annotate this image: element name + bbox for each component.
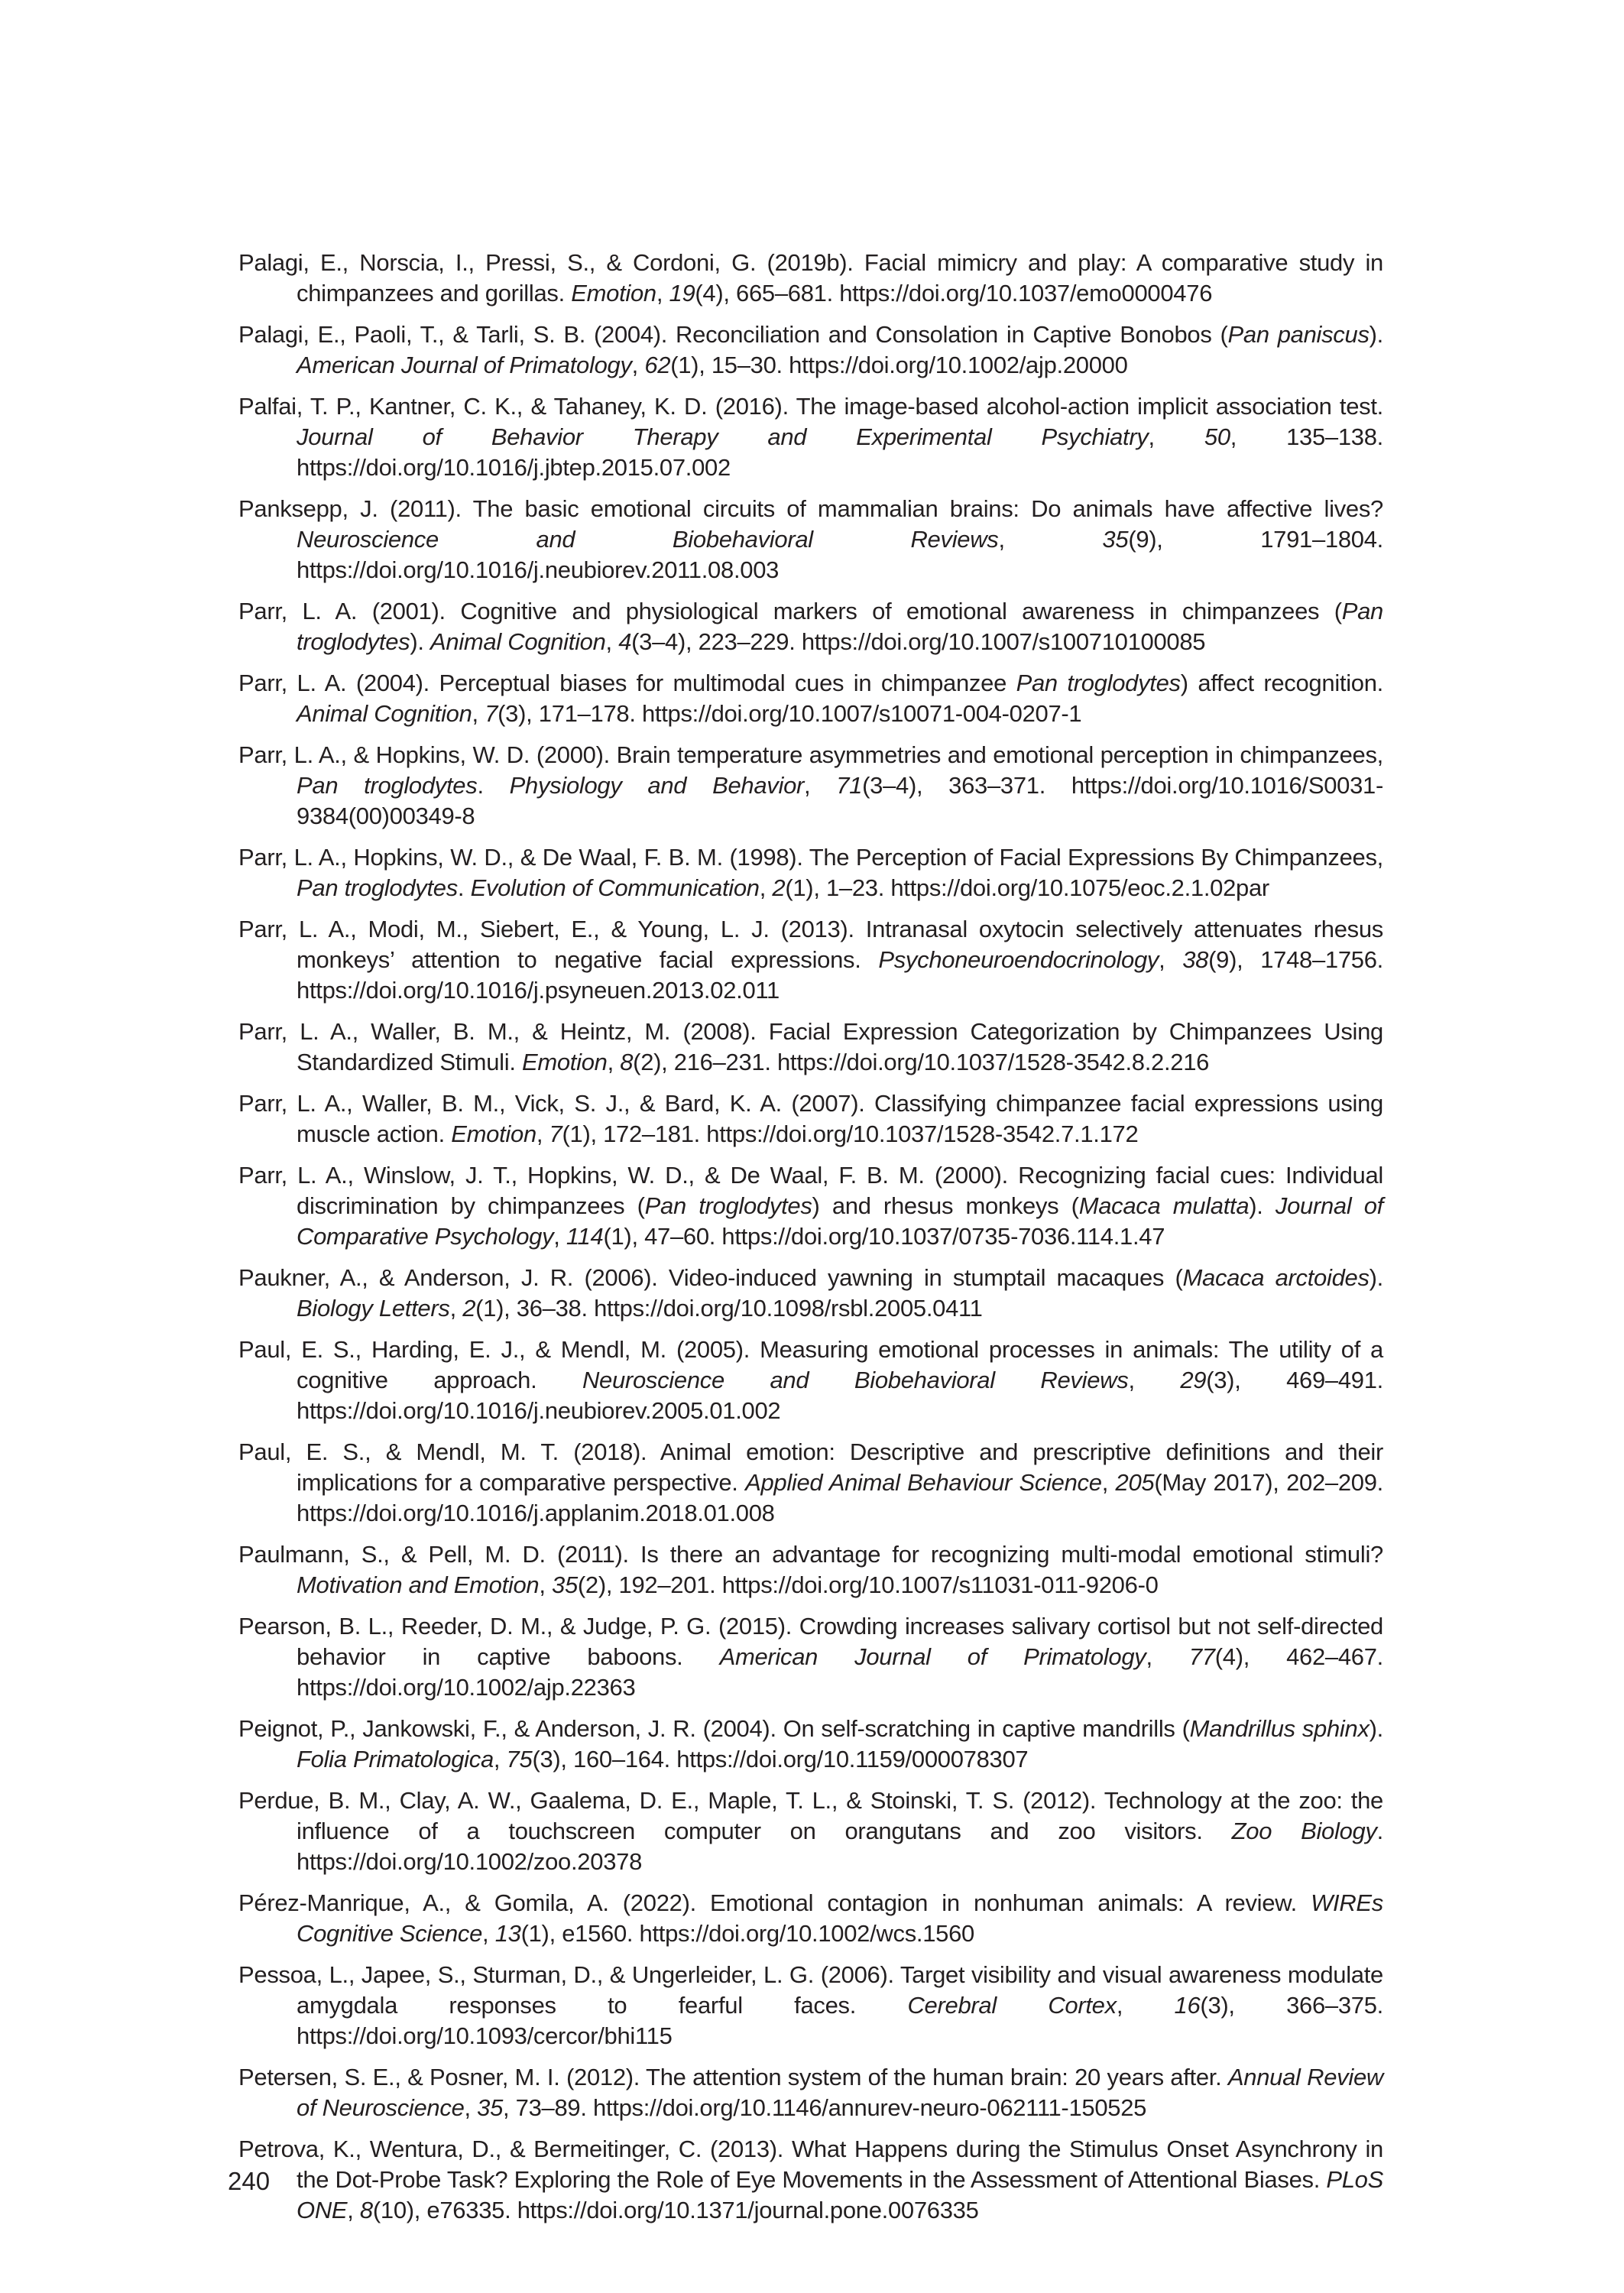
reference-italic-text: PLoS ONE — [297, 2166, 1383, 2223]
reference-text: , — [449, 1295, 463, 1322]
reference-text: , — [1116, 1992, 1175, 2019]
reference-text: (1), 1–23. https://doi.org/10.1075/eoc.2.1.02par — [785, 874, 1269, 901]
reference-entry — [238, 494, 1383, 585]
reference-italic-text: Physiology and Behavior — [509, 772, 805, 799]
reference-italic-text: Emotion — [571, 280, 656, 306]
reference-text: , — [1101, 1469, 1116, 1496]
page-number: 240 — [228, 2167, 271, 2195]
reference-text: ). — [1369, 321, 1383, 348]
reference-italic-text: 4 — [618, 628, 632, 655]
reference-text: . https://doi.org/10.1002/zoo.20378 — [297, 1818, 1383, 1875]
reference-text: , 135–138. https://doi.org/10.1016/j.jbtep.2015.07.002 — [297, 423, 1383, 481]
reference-italic-text: Cerebral Cortex — [907, 1992, 1117, 2019]
reference-text: (2), 216–231. https://doi.org/10.1037/1528-3542.8.2.216 — [633, 1049, 1210, 1075]
reference-entry — [238, 740, 1383, 832]
reference-italic-text: 38 — [1182, 946, 1209, 973]
reference-italic-text: Mandrillus sphinx — [1189, 1715, 1370, 1742]
reference-italic-text: Folia Primatologica — [297, 1746, 494, 1772]
reference-text: (1), e1560. https://doi.org/10.1002/wcs.1560 — [520, 1920, 974, 1947]
reference-text: , — [482, 1920, 495, 1947]
reference-text: Parr, L. A., Waller, B. M., & Heintz, M. (2008). Facial Expression Categorization by Chimpanzees Using Standardized Stimuli. — [238, 1018, 1383, 1075]
reference-text: ) affect recognition. — [1180, 670, 1383, 696]
reference-italic-text: Motivation and Emotion — [297, 1571, 540, 1598]
reference-italic-text: 35 — [552, 1571, 578, 1598]
reference-italic-text: 29 — [1180, 1367, 1207, 1393]
reference-text: (3), 160–164. https://doi.org/10.1159/000078307 — [532, 1746, 1029, 1772]
reference-text: (9), 1748–1756. https://doi.org/10.1016/j.psyneuen.2013.02.011 — [297, 946, 1383, 1004]
reference-entry — [238, 914, 1383, 1006]
reference-italic-text: Animal Cognition — [430, 628, 606, 655]
reference-text: , — [804, 772, 837, 799]
reference-text: Perdue, B. M., Clay, A. W., Gaalema, D. E., Maple, T. L., & Stoinski, T. S. (2012). Technology at the zoo: the influence of a touchscreen computer on orangutans and zoo visitors. — [238, 1787, 1383, 1844]
reference-italic-text: Pan troglodytes — [1016, 670, 1181, 696]
reference-text: Palagi, E., Paoli, T., & Tarli, S. B. (2004). Reconciliation and Consolation in Captive Bonobos ( — [238, 321, 1228, 348]
reference-text: Peignot, P., Jankowski, F., & Anderson, J. R. (2004). On self-scratching in captive mandrills ( — [238, 1715, 1190, 1742]
reference-text: (3–4), 223–229. https://doi.org/10.1007/s100710100085 — [631, 628, 1206, 655]
reference-entry — [238, 248, 1383, 309]
reference-text: Petersen, S. E., & Posner, M. I. (2012). The attention system of the human brain: 20 years after. — [238, 2064, 1228, 2090]
reference-text: . — [457, 874, 471, 901]
reference-italic-text: Psychoneuroendocrinology — [878, 946, 1159, 973]
reference-text: Pearson, B. L., Reeder, D. M., & Judge, P. G. (2015). Crowding increases salivary cortisol but not self-directed behavior in captive baboons. — [238, 1613, 1383, 1670]
reference-italic-text: 2 — [772, 874, 786, 901]
reference-text: (4), 462–467. https://doi.org/10.1002/ajp.22363 — [297, 1643, 1383, 1701]
reference-italic-text: Animal Cognition — [297, 700, 472, 727]
reference-text: , — [539, 1571, 552, 1598]
reference-italic-text: Journal of Comparative Psychology — [297, 1192, 1383, 1250]
reference-italic-text: 75 — [506, 1746, 533, 1772]
reference-text: , 73–89. https://doi.org/10.1146/annurev-neuro-062111-150525 — [503, 2094, 1147, 2121]
reference-italic-text: 205 — [1115, 1469, 1155, 1496]
reference-italic-text: 8 — [359, 2197, 373, 2223]
reference-italic-text: American Journal of Primatology — [719, 1643, 1146, 1670]
reference-entry — [238, 391, 1383, 483]
reference-italic-text: Pan troglodytes — [297, 598, 1383, 655]
reference-text: , — [493, 1746, 507, 1772]
reference-entry — [238, 1539, 1383, 1601]
reference-italic-text: 62 — [644, 352, 671, 378]
reference-text: (1), 36–38. https://doi.org/10.1098/rsbl.2005.0411 — [475, 1295, 983, 1322]
reference-italic-text: 35 — [1102, 526, 1129, 553]
reference-text: (May 2017), 202–209. https://doi.org/10.1016/j.applanim.2018.01.008 — [297, 1469, 1383, 1526]
reference-entry — [238, 1335, 1383, 1426]
reference-text: Parr, L. A., Modi, M., Siebert, E., & Young, L. J. (2013). Intranasal oxytocin selectively attenuates rhesus monkeys’ attention to negative facial expressions. — [238, 916, 1383, 973]
reference-text: Parr, L. A., Waller, B. M., Vick, S. J., & Bard, K. A. (2007). Classifying chimpanzee facial expressions using muscle action. — [238, 1090, 1383, 1147]
reference-italic-text: 77 — [1188, 1643, 1215, 1670]
reference-text: , — [553, 1223, 566, 1250]
reference-text: Paul, E. S., & Mendl, M. T. (2018). Animal emotion: Descriptive and prescriptive definitions and their implications for a comparative perspective. — [238, 1438, 1383, 1496]
reference-text: , — [1128, 1367, 1181, 1393]
reference-italic-text: 7 — [549, 1121, 562, 1147]
reference-entry — [238, 319, 1383, 381]
reference-text: (1), 15–30. https://doi.org/10.1002/ajp.20000 — [670, 352, 1128, 378]
reference-entry — [238, 668, 1383, 729]
reference-italic-text: 13 — [494, 1920, 521, 1947]
reference-entry — [238, 1960, 1383, 2051]
reference-italic-text: Annual Review of Neuroscience — [297, 2064, 1383, 2121]
reference-text: , — [631, 352, 645, 378]
reference-text: Parr, L. A., & Hopkins, W. D. (2000). Brain temperature asymmetries and emotional perception in chimpanzees, — [238, 741, 1383, 768]
reference-text: , — [472, 700, 485, 727]
reference-italic-text: Emotion — [521, 1049, 608, 1075]
reference-italic-text: 35 — [477, 2094, 504, 2121]
reference-text: Paulmann, S., & Pell, M. D. (2011). Is there an advantage for recognizing multi-modal emotional stimuli? — [238, 1541, 1383, 1568]
reference-entry — [238, 1888, 1383, 1949]
reference-entry — [238, 842, 1383, 903]
reference-italic-text: Macaca arctoides — [1182, 1264, 1370, 1291]
reference-italic-text: Emotion — [451, 1121, 536, 1147]
reference-italic-text: Macaca mulatta — [1078, 1192, 1250, 1219]
reference-text: , — [607, 1049, 621, 1075]
reference-italic-text: WIREs Cognitive Science — [297, 1889, 1383, 1947]
reference-italic-text: Biology Letters — [297, 1295, 450, 1322]
reference-text: Paul, E. S., Harding, E. J., & Mendl, M. (2005). Measuring emotional processes in animals: The utility of a cognitive approach. — [238, 1336, 1383, 1393]
reference-text: (9), 1791–1804. https://doi.org/10.1016/j.neubiorev.2011.08.003 — [297, 526, 1383, 583]
reference-text: (10), e76335. https://doi.org/10.1371/journal.pone.0076335 — [372, 2197, 979, 2223]
reference-entry — [238, 1437, 1383, 1529]
reference-text: (4), 665–681. https://doi.org/10.1037/emo0000476 — [695, 280, 1213, 306]
reference-text: (3), 469–491. https://doi.org/10.1016/j.neubiorev.2005.01.002 — [297, 1367, 1383, 1424]
reference-text: , — [1148, 423, 1204, 450]
reference-text: ). — [1369, 1715, 1383, 1742]
reference-text: (3), 366–375. https://doi.org/10.1093/cercor/bhi115 — [297, 1992, 1383, 2049]
reference-text: Parr, L. A., Winslow, J. T., Hopkins, W. D., & De Waal, F. B. M. (2000). Recognizing facial cues: Individual discrimination by chimpanzees ( — [238, 1162, 1383, 1219]
reference-italic-text: 114 — [566, 1223, 604, 1250]
reference-text: ). — [1369, 1264, 1383, 1291]
reference-entry — [238, 1611, 1383, 1703]
reference-italic-text: Pan troglodytes — [297, 772, 478, 799]
reference-italic-text: 16 — [1174, 1992, 1201, 2019]
reference-text: , — [759, 874, 773, 901]
reference-text: Parr, L. A. (2001). Cognitive and physiological markers of emotional awareness in chimpanzees ( — [238, 598, 1342, 624]
reference-text: , — [1146, 1643, 1189, 1670]
reference-italic-text: Zoo Biology — [1231, 1818, 1377, 1844]
reference-italic-text: 2 — [462, 1295, 476, 1322]
reference-text: ). — [1249, 1192, 1276, 1219]
reference-italic-text: 7 — [485, 700, 498, 727]
reference-entry — [238, 1785, 1383, 1877]
reference-entry — [238, 1160, 1383, 1252]
reference-text: (1), 47–60. https://doi.org/10.1037/0735-7036.114.1.47 — [603, 1223, 1165, 1250]
reference-text: Petrova, K., Wentura, D., & Bermeitinger, C. (2013). What Happens during the Stimulus Onset Asynchrony in the Dot-Probe Task? Exploring the Role of Eye Movements in the Assessment of Attentional Biases. — [238, 2136, 1383, 2193]
reference-italic-text: Pan troglodytes — [297, 874, 458, 901]
reference-text: . — [477, 772, 510, 799]
reference-entry — [238, 2062, 1383, 2123]
reference-text: ) and rhesus monkeys ( — [812, 1192, 1079, 1219]
reference-italic-text: American Journal of Primatology — [297, 352, 632, 378]
reference-italic-text: Pan troglodytes — [644, 1192, 812, 1219]
reference-entry — [238, 1263, 1383, 1324]
reference-text: , — [998, 526, 1103, 553]
reference-text: Parr, L. A., Hopkins, W. D., & De Waal, F. B. M. (1998). The Perception of Facial Expressions By Chimpanzees, — [238, 844, 1383, 871]
reference-entry — [238, 2134, 1383, 2226]
reference-italic-text: Evolution of Communication — [470, 874, 760, 901]
reference-text: , — [656, 280, 669, 306]
reference-text: (2), 192–201. https://doi.org/10.1007/s11031-011-9206-0 — [577, 1571, 1159, 1598]
reference-text: Paukner, A., & Anderson, J. R. (2006). Video-induced yawning in stumptail macaques ( — [238, 1264, 1183, 1291]
reference-italic-text: 71 — [836, 772, 863, 799]
reference-italic-text: Pan paniscus — [1227, 321, 1370, 348]
reference-text: , — [536, 1121, 549, 1147]
reference-text: (3), 171–178. https://doi.org/10.1007/s10071-004-0207-1 — [498, 700, 1082, 727]
reference-italic-text: 50 — [1204, 423, 1230, 450]
reference-text: , — [464, 2094, 478, 2121]
reference-entry — [238, 1714, 1383, 1775]
reference-text: Pérez-Manrique, A., & Gomila, A. (2022). Emotional contagion in nonhuman animals: A review. — [238, 1889, 1311, 1916]
reference-text: Palfai, T. P., Kantner, C. K., & Tahaney, K. D. (2016). The image-based alcohol-action implicit association test. — [238, 393, 1383, 420]
reference-entry — [238, 1017, 1383, 1078]
reference-text: Pessoa, L., Japee, S., Sturman, D., & Ungerleider, L. G. (2006). Target visibility and visual awareness modulate amygdala responses to fearful faces. — [238, 1961, 1383, 2019]
reference-text: Panksepp, J. (2011). The basic emotional circuits of mammalian brains: Do animals have affective lives? — [238, 495, 1383, 522]
reference-text: (3–4), 363–371. https://doi.org/10.1016/S0031-9384(00)00349-8 — [297, 772, 1383, 829]
reference-italic-text: Neuroscience and Biobehavioral Reviews — [582, 1367, 1129, 1393]
reference-text: ). — [410, 628, 430, 655]
reference-italic-text: Applied Animal Behaviour Science — [745, 1469, 1102, 1496]
reference-entry — [238, 1088, 1383, 1150]
reference-text: (1), 172–181. https://doi.org/10.1037/1528-3542.7.1.172 — [562, 1121, 1139, 1147]
reference-text: Parr, L. A. (2004). Perceptual biases for multimodal cues in chimpanzee — [238, 670, 1016, 696]
reference-text: , — [347, 2197, 360, 2223]
reference-text: , — [605, 628, 619, 655]
reference-italic-text: Neuroscience and Biobehavioral Reviews — [297, 526, 999, 553]
reference-italic-text: 19 — [669, 280, 695, 306]
reference-italic-text: Journal of Behavior Therapy and Experimental Psychiatry — [297, 423, 1149, 450]
reference-italic-text: 8 — [620, 1049, 634, 1075]
reference-list — [238, 248, 1383, 2236]
reference-text: Palagi, E., Norscia, I., Pressi, S., & Cordoni, G. (2019b). Facial mimicry and play: A comparative study in chimpanzees and gorillas. — [238, 249, 1383, 306]
reference-entry — [238, 596, 1383, 657]
reference-text: , — [1159, 946, 1183, 973]
